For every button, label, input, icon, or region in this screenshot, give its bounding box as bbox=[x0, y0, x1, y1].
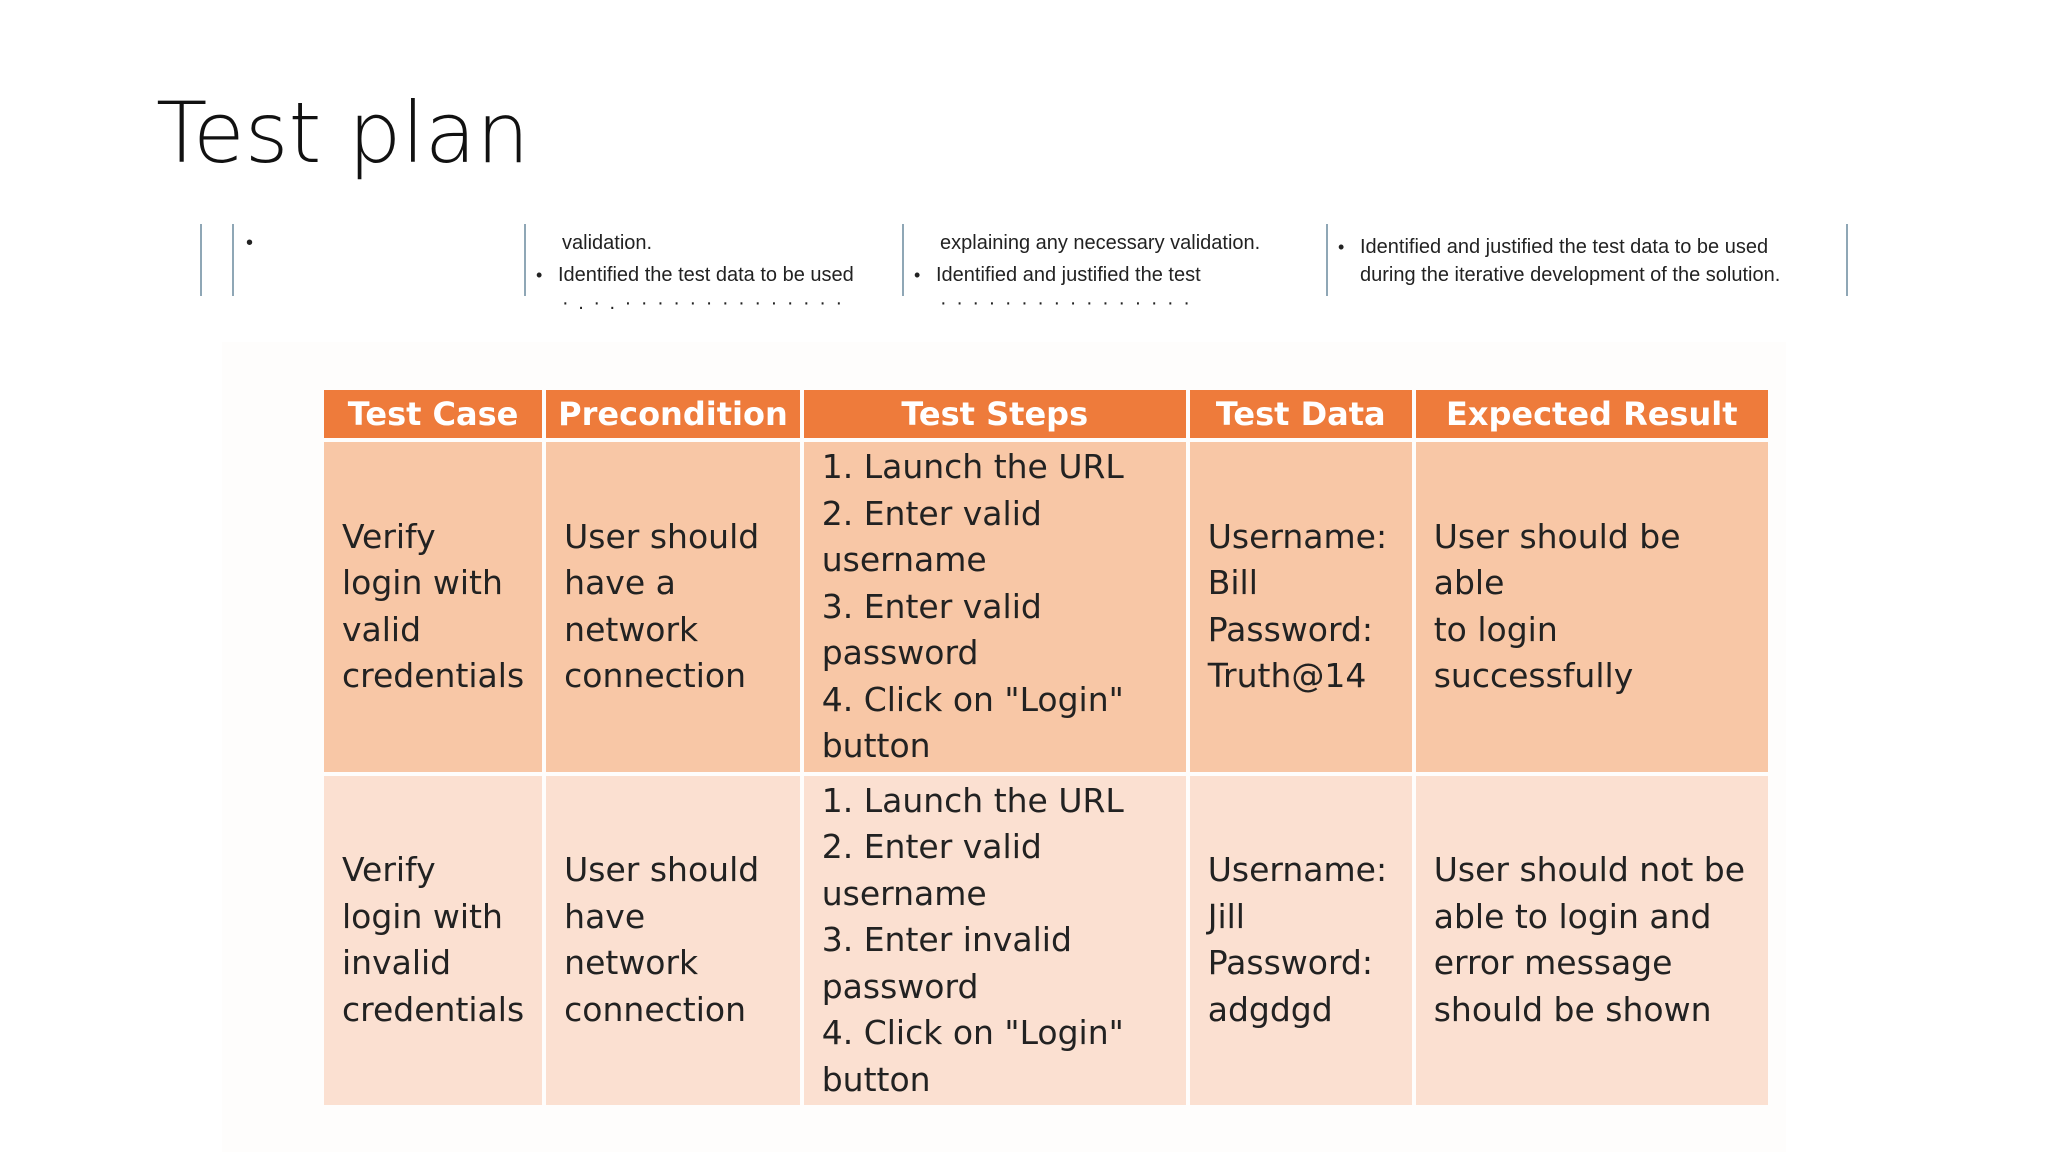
step-line: username bbox=[821, 873, 987, 913]
step-line: 1. Launch the URL bbox=[821, 780, 1124, 820]
step-line: button bbox=[821, 726, 931, 765]
cell-line: Username: bbox=[1207, 850, 1388, 890]
cell-line: Verify bbox=[342, 516, 436, 556]
cell-line: Username: bbox=[1207, 516, 1388, 556]
cell-expected-result bbox=[1416, 442, 1768, 772]
cell-line: have a bbox=[564, 563, 676, 603]
header-test-steps: Test Steps bbox=[804, 390, 1186, 438]
cell-test-steps bbox=[804, 776, 1186, 1106]
rubric-clipped-line: · · · · · · · · · · · · · · · · bbox=[940, 292, 1192, 314]
rubric-col2-line1: validation. bbox=[562, 232, 653, 254]
cell-line: adgdgd bbox=[1207, 989, 1333, 1029]
rubric-bullet: • bbox=[246, 232, 254, 254]
rubric-col4-line1 bbox=[1338, 232, 1768, 263]
rubric-column-divider bbox=[1846, 224, 1848, 296]
header-test-data: Test Data bbox=[1190, 390, 1412, 438]
cell-line: Password: bbox=[1207, 609, 1373, 649]
step-line: 4. Click on "Login" bbox=[821, 679, 1124, 719]
cell-test-steps bbox=[804, 442, 1186, 772]
cell-line: valid bbox=[342, 609, 422, 649]
cell-line: connection bbox=[564, 989, 746, 1029]
cell-line: User should be able bbox=[1433, 516, 1681, 603]
cell-line: to login successfully bbox=[1433, 609, 1634, 696]
cell-line: User should bbox=[564, 850, 760, 890]
step-line: button bbox=[821, 1059, 931, 1099]
rubric-bullet: • bbox=[536, 265, 543, 285]
step-line: 2. Enter valid bbox=[821, 827, 1042, 866]
cell-precondition bbox=[546, 442, 800, 772]
rubric-col3-line2 bbox=[914, 260, 1201, 291]
rubric-col2-line2-text: Identified the test data to be used bbox=[558, 264, 854, 286]
cell-line: Jill bbox=[1207, 896, 1245, 936]
cell-line: User should not be bbox=[1433, 850, 1746, 890]
slide-title: Test plan bbox=[156, 84, 530, 182]
cell-line: able to login and bbox=[1433, 896, 1712, 936]
test-plan-image bbox=[222, 342, 1786, 1152]
rubric-column-divider bbox=[1326, 224, 1328, 296]
cell-line: User should bbox=[564, 516, 760, 556]
cell-test-case bbox=[324, 776, 542, 1106]
cell-line: login with bbox=[342, 563, 503, 603]
cell-line: Bill bbox=[1207, 563, 1258, 603]
test-plan-table bbox=[320, 386, 1772, 1109]
cell-line: Password: bbox=[1207, 943, 1373, 983]
rubric-col3-line2-text: Identified and justified the test bbox=[936, 264, 1201, 286]
rubric-col2-line2 bbox=[536, 260, 854, 291]
rubric-col4-line1-text: Identified and justified the test data to be used bbox=[1360, 236, 1769, 258]
table-row bbox=[324, 776, 1768, 1106]
rubric-column-divider bbox=[902, 224, 904, 296]
rubric-col3-line1: explaining any necessary validation. bbox=[940, 232, 1261, 254]
step-line: 3. Enter invalid bbox=[821, 920, 1072, 959]
cell-test-data bbox=[1190, 442, 1412, 772]
cell-line: login with bbox=[342, 896, 503, 936]
rubric-column-divider bbox=[200, 224, 202, 296]
step-line: username bbox=[821, 540, 987, 579]
step-line: password bbox=[821, 633, 979, 672]
cell-line: error message bbox=[1433, 943, 1673, 983]
header-test-case: Test Case bbox=[324, 390, 542, 438]
step-line: password bbox=[821, 966, 979, 1006]
header-precondition: Precondition bbox=[546, 390, 800, 438]
cell-line: connection bbox=[564, 656, 746, 696]
cell-line: have bbox=[564, 896, 646, 936]
cell-expected-result bbox=[1416, 776, 1768, 1106]
cell-precondition bbox=[546, 776, 800, 1106]
rubric-col4-line2: during the iterative development of the solution. bbox=[1360, 264, 1781, 286]
cell-line: invalid bbox=[342, 943, 452, 983]
cell-line: network bbox=[564, 609, 699, 649]
rubric-bullet: • bbox=[914, 265, 921, 285]
cell-line: should be shown bbox=[1433, 989, 1712, 1029]
rubric-column-divider bbox=[232, 224, 234, 296]
cell-test-data bbox=[1190, 776, 1412, 1106]
cell-line: credentials bbox=[342, 989, 525, 1029]
cell-line: network bbox=[564, 943, 699, 983]
step-line: 1. Launch the URL bbox=[821, 447, 1124, 486]
step-line: 3. Enter valid bbox=[821, 586, 1042, 626]
cell-line: credentials bbox=[342, 656, 525, 696]
rubric-bullet: • bbox=[1338, 237, 1345, 257]
rubric-excerpt bbox=[196, 224, 1862, 314]
table-row bbox=[324, 442, 1768, 772]
cell-test-case bbox=[324, 442, 542, 772]
cell-line: Truth@14 bbox=[1207, 656, 1367, 696]
table-header-row bbox=[324, 390, 1768, 438]
rubric-clipped-line: · . · . · · · · · · · · · · · · · · bbox=[562, 292, 845, 314]
cell-line: Verify bbox=[342, 850, 436, 890]
step-line: 4. Click on "Login" bbox=[821, 1013, 1124, 1052]
rubric-column-divider bbox=[524, 224, 526, 296]
header-expected-result: Expected Result bbox=[1416, 390, 1768, 438]
step-line: 2. Enter valid bbox=[821, 493, 1042, 533]
